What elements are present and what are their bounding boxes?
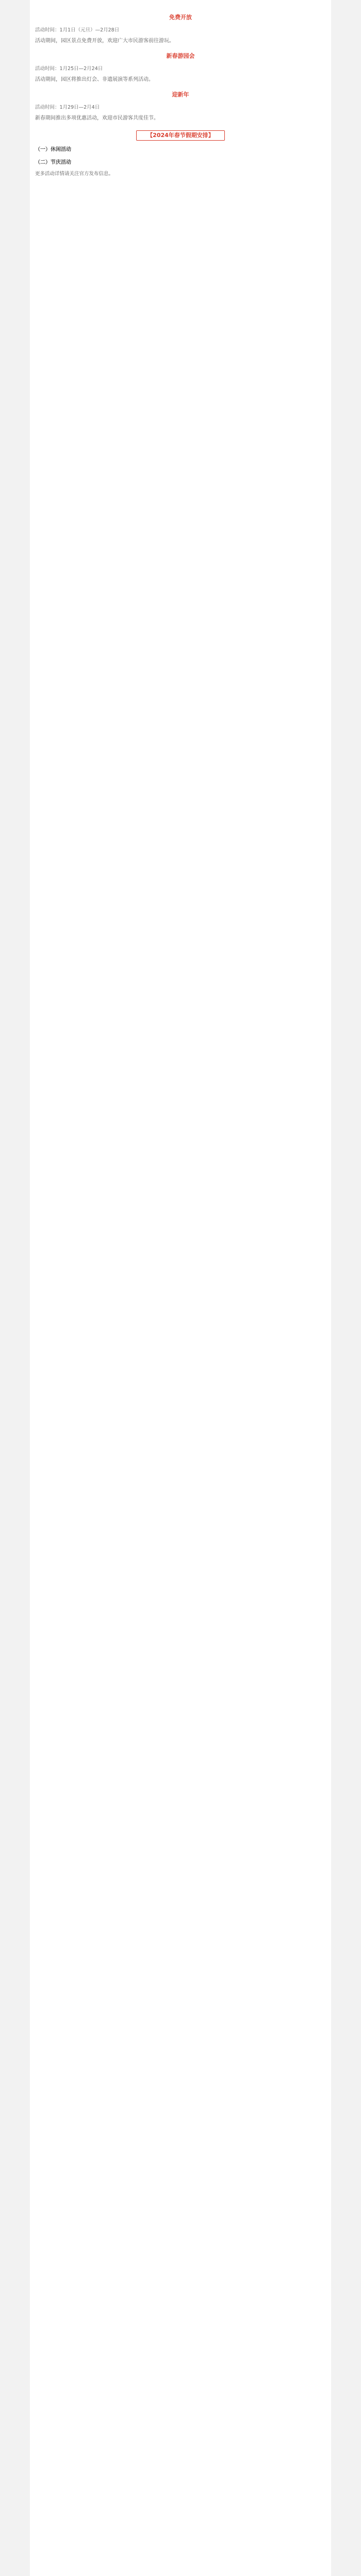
article-content: [30, 0, 331, 178]
date-range: 活动时间：1月29日—2月4日: [35, 105, 100, 110]
section-title: 迎新年: [172, 91, 189, 98]
paragraph: 新春期间推出多项优惠活动，欢迎市民游客共度佳节。: [35, 115, 159, 121]
article-column: [30, 0, 331, 2576]
footer-note: 更多活动详情请关注官方发布信息。: [35, 171, 114, 177]
boxed-section-title: 【2024年春节假期安排】: [136, 130, 225, 141]
paragraph: 活动期间，园区景点免费开放，欢迎广大市民游客前往游玩。: [35, 38, 174, 44]
section-title: 新春游园会: [166, 53, 195, 59]
date-range: 活动时间：1月25日—2月24日: [35, 66, 103, 72]
date-range: 活动时间：1月1日（元旦）—2月28日: [35, 27, 120, 33]
paragraph: 活动期间，园区将推出灯会、非遗展演等系列活动。: [35, 77, 154, 82]
section-title: 免费开放: [169, 14, 192, 21]
subheading: （一）休闲活动: [35, 147, 71, 152]
subheading: （二）节庆活动: [35, 160, 71, 165]
